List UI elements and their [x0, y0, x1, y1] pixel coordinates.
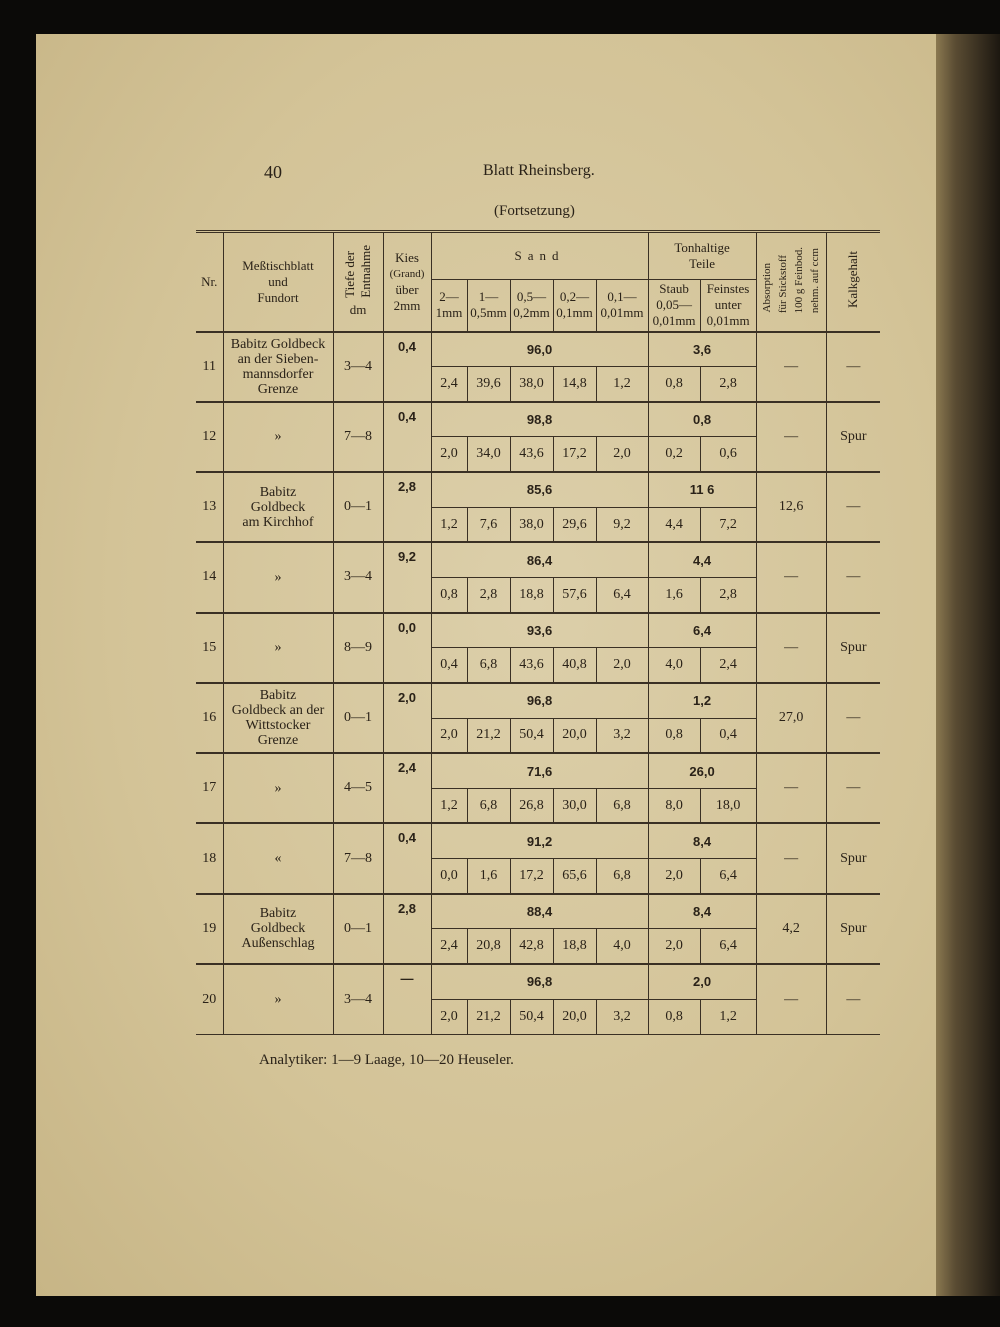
row-sand-fraction: 2,0 [596, 437, 648, 472]
row-location [223, 753, 333, 823]
row-lime: Spur [826, 823, 880, 893]
row-sand-fraction: 40,8 [553, 648, 596, 683]
row-clay-total: 6,4 [648, 613, 756, 648]
row-location-line: « [274, 851, 282, 867]
header-depth-line2: Entnahme [358, 245, 373, 299]
row-clay-total: 4,4 [648, 542, 756, 577]
row-sand-fraction: 43,6 [510, 648, 553, 683]
row-sand-total: 98,8 [431, 402, 648, 437]
row-location-line: Goldbeck an der [231, 703, 325, 719]
header-depth-unit: dm [349, 302, 367, 318]
row-depth: 0—1 [333, 894, 383, 964]
row-clay-fraction: 2,4 [700, 648, 756, 683]
row-sand-fraction: 2,0 [431, 999, 467, 1034]
row-number: 14 [196, 542, 223, 612]
row-sand-fraction: 39,6 [467, 367, 510, 402]
row-clay-total: 11 6 [648, 472, 756, 507]
row-clay-fraction: 6,4 [700, 859, 756, 894]
header-absorption-line2: für Stickstoff [777, 254, 790, 313]
row-sand-fraction: 3,2 [596, 999, 648, 1034]
row-sand-fraction: 1,2 [431, 788, 467, 823]
row-location [223, 683, 333, 753]
row-lime: — [826, 472, 880, 542]
header-gravel-line3: über [395, 281, 419, 297]
row-clay-fraction: 2,8 [700, 367, 756, 402]
row-sand-fraction: 34,0 [467, 437, 510, 472]
row-number: 19 [196, 894, 223, 964]
header-gravel [383, 232, 431, 332]
row-clay-total: 2,0 [648, 964, 756, 999]
row-sand-fraction: 20,0 [553, 718, 596, 753]
row-number: 15 [196, 613, 223, 683]
row-lime: — [826, 964, 880, 1034]
row-sand-fraction: 21,2 [467, 999, 510, 1034]
header-lime-label: Kalkgehalt [845, 251, 861, 309]
row-absorption: — [756, 542, 826, 612]
row-gravel: 2,4 [383, 753, 431, 823]
row-location-line: » [274, 992, 282, 1008]
header-clay [648, 232, 756, 280]
row-sand-fraction: 6,8 [467, 788, 510, 823]
row-absorption: — [756, 964, 826, 1034]
row-sand-fraction: 1,2 [596, 367, 648, 402]
row-sand-fraction: 50,4 [510, 999, 553, 1034]
row-clay-total: 8,4 [648, 894, 756, 929]
table-row [196, 683, 880, 718]
row-location-line: mannsdorfer [242, 366, 314, 382]
row-location [223, 613, 333, 683]
row-lime: — [826, 753, 880, 823]
row-location [223, 894, 333, 964]
row-sand-fraction: 14,8 [553, 367, 596, 402]
row-sand-fraction: 65,6 [553, 859, 596, 894]
table-row [196, 402, 880, 437]
row-sand-fraction: 9,2 [596, 507, 648, 542]
row-sand-fraction: 0,8 [431, 577, 467, 612]
table-body [196, 332, 880, 1035]
row-location-line: Wittstocker [245, 718, 311, 734]
row-sand-fraction: 17,2 [553, 437, 596, 472]
row-sand-fraction: 6,4 [596, 577, 648, 612]
row-sand-fraction: 3,2 [596, 718, 648, 753]
row-location-line: » [274, 640, 282, 656]
continuation-note: (Fortsetzung) [494, 203, 575, 219]
row-sand-fraction: 2,4 [431, 367, 467, 402]
row-clay-fraction: 8,0 [648, 788, 700, 823]
row-absorption: — [756, 402, 826, 472]
analyst-signature: Analytiker: 1—9 Laage, 10—20 Heuseler. [259, 1052, 514, 1068]
row-sand-fraction: 2,8 [467, 577, 510, 612]
row-sand-fraction: 0,4 [431, 648, 467, 683]
row-depth: 0—1 [333, 683, 383, 753]
row-sand-total: 91,2 [431, 823, 648, 858]
row-gravel: — [383, 964, 431, 1034]
row-lime: — [826, 332, 880, 402]
row-depth: 7—8 [333, 402, 383, 472]
row-sand-fraction: 18,8 [510, 577, 553, 612]
row-absorption: 27,0 [756, 683, 826, 753]
row-depth: 3—4 [333, 332, 383, 402]
row-absorption: 12,6 [756, 472, 826, 542]
header-clay-col-1: Staub 0,05— 0,01mm [648, 280, 700, 332]
row-location-line: Grenze [257, 381, 299, 397]
table-row [196, 542, 880, 577]
row-location [223, 542, 333, 612]
row-sand-fraction: 6,8 [467, 648, 510, 683]
row-lime: — [826, 542, 880, 612]
row-clay-fraction: 6,4 [700, 929, 756, 964]
row-sand-fraction: 6,8 [596, 788, 648, 823]
row-sand-fraction: 18,8 [553, 929, 596, 964]
table-row [196, 332, 880, 367]
row-sand-fraction: 43,6 [510, 437, 553, 472]
row-sand-fraction: 2,0 [596, 648, 648, 683]
row-sand-fraction: 29,6 [553, 507, 596, 542]
row-location-line: Goldbeck [250, 499, 306, 515]
row-location-line: Babitz Goldbeck [230, 336, 326, 352]
row-location-line: » [274, 569, 282, 585]
row-gravel: 2,8 [383, 894, 431, 964]
row-sand-total: 88,4 [431, 894, 648, 929]
row-lime: Spur [826, 613, 880, 683]
row-sand-fraction: 26,8 [510, 788, 553, 823]
header-sand-col-1: 2— 1mm [431, 280, 467, 332]
row-sand-fraction: 4,0 [596, 929, 648, 964]
running-head: Blatt Rheinsberg. [483, 162, 595, 179]
row-gravel: 2,8 [383, 472, 431, 542]
table-row [196, 613, 880, 648]
row-number: 17 [196, 753, 223, 823]
row-clay-total: 26,0 [648, 753, 756, 788]
row-sand-total: 85,6 [431, 472, 648, 507]
row-clay-fraction: 0,4 [700, 718, 756, 753]
row-sand-fraction: 1,6 [467, 859, 510, 894]
header-sand-col-4: 0,2— 0,1mm [553, 280, 596, 332]
table-row [196, 894, 880, 929]
row-absorption: — [756, 823, 826, 893]
row-gravel: 0,4 [383, 402, 431, 472]
header-sand-col-5: 0,1— 0,01mm [596, 280, 648, 332]
row-number: 12 [196, 402, 223, 472]
row-sand-fraction: 20,8 [467, 929, 510, 964]
row-lime: Spur [826, 402, 880, 472]
row-clay-fraction: 18,0 [700, 788, 756, 823]
header-depth-line1: Tiefe der [342, 251, 357, 299]
row-clay-fraction: 1,6 [648, 577, 700, 612]
row-gravel: 0,4 [383, 332, 431, 402]
row-gravel: 2,0 [383, 683, 431, 753]
row-sand-fraction: 2,4 [431, 929, 467, 964]
row-clay-total: 0,8 [648, 402, 756, 437]
book-binding [936, 34, 1000, 1296]
header-absorption-line4: nehm. auf ccm [809, 247, 822, 313]
row-lime: — [826, 683, 880, 753]
row-clay-fraction: 2,0 [648, 929, 700, 964]
row-location-line: Babitz [259, 688, 297, 704]
row-number: 18 [196, 823, 223, 893]
row-sand-fraction: 17,2 [510, 859, 553, 894]
row-sand-fraction: 1,2 [431, 507, 467, 542]
row-depth: 3—4 [333, 964, 383, 1034]
header-gravel-line4: 2mm [393, 297, 421, 313]
row-clay-fraction: 4,4 [648, 507, 700, 542]
row-sand-total: 96,0 [431, 332, 648, 367]
row-number: 11 [196, 332, 223, 402]
row-absorption: — [756, 332, 826, 402]
header-sand-col-3: 0,5— 0,2mm [510, 280, 553, 332]
table-row [196, 753, 880, 788]
row-sand-fraction: 30,0 [553, 788, 596, 823]
row-absorption: — [756, 753, 826, 823]
row-clay-fraction: 0,8 [648, 718, 700, 753]
table-row [196, 964, 880, 999]
row-sand-fraction: 2,0 [431, 437, 467, 472]
row-sand-fraction: 2,0 [431, 718, 467, 753]
row-absorption: 4,2 [756, 894, 826, 964]
row-sand-fraction: 42,8 [510, 929, 553, 964]
row-gravel: 0,4 [383, 823, 431, 893]
header-absorption [756, 232, 826, 332]
header-sand-label: Sand [514, 248, 565, 263]
row-location-line: Babitz [259, 906, 297, 922]
row-location-line: Grenze [257, 733, 299, 749]
row-depth: 7—8 [333, 823, 383, 893]
row-clay-total: 3,6 [648, 332, 756, 367]
header-location-line2: und [268, 273, 288, 289]
header-lime [826, 232, 880, 332]
row-gravel: 0,0 [383, 613, 431, 683]
row-absorption: — [756, 613, 826, 683]
header-sand-col-2: 1— 0,5mm [467, 280, 510, 332]
row-location [223, 402, 333, 472]
row-depth: 3—4 [333, 542, 383, 612]
row-location [223, 332, 333, 402]
row-location-line: Außenschlag [241, 936, 315, 952]
row-depth: 4—5 [333, 753, 383, 823]
table-row [196, 472, 880, 507]
row-sand-total: 93,6 [431, 613, 648, 648]
row-clay-fraction: 0,2 [648, 437, 700, 472]
row-clay-fraction: 0,8 [648, 999, 700, 1034]
row-sand-total: 86,4 [431, 542, 648, 577]
row-depth: 8—9 [333, 613, 383, 683]
row-sand-fraction: 38,0 [510, 507, 553, 542]
page-number: 40 [264, 162, 282, 182]
row-location-line: » [274, 429, 282, 445]
row-clay-total: 8,4 [648, 823, 756, 858]
header-clay-line2: Teile [689, 256, 715, 271]
row-number: 16 [196, 683, 223, 753]
row-sand-fraction: 38,0 [510, 367, 553, 402]
header-nr: Nr. [196, 232, 223, 332]
row-clay-fraction: 0,8 [648, 367, 700, 402]
row-clay-fraction: 2,0 [648, 859, 700, 894]
row-location-line: Babitz [259, 484, 297, 500]
row-clay-fraction: 4,0 [648, 648, 700, 683]
row-sand-fraction: 6,8 [596, 859, 648, 894]
row-clay-fraction: 7,2 [700, 507, 756, 542]
table-row [196, 823, 880, 858]
row-sand-fraction: 20,0 [553, 999, 596, 1034]
row-location-line: an der Sieben- [237, 351, 319, 367]
header-gravel-line1: Kies [395, 249, 419, 265]
row-sand-total: 96,8 [431, 683, 648, 718]
row-gravel: 9,2 [383, 542, 431, 612]
row-sand-fraction: 50,4 [510, 718, 553, 753]
header-absorption-line3: 100 g Feinbod. [793, 246, 806, 313]
row-sand-fraction: 0,0 [431, 859, 467, 894]
row-number: 20 [196, 964, 223, 1034]
row-location-line: » [274, 780, 282, 796]
header-location-line1: Meßtischblatt [242, 257, 314, 273]
header-depth [333, 232, 383, 332]
row-depth: 0—1 [333, 472, 383, 542]
row-location-line: am Kirchhof [242, 514, 314, 530]
row-number: 13 [196, 472, 223, 542]
row-location [223, 964, 333, 1034]
row-sand-total: 71,6 [431, 753, 648, 788]
row-clay-total: 1,2 [648, 683, 756, 718]
row-sand-fraction: 7,6 [467, 507, 510, 542]
row-clay-fraction: 2,8 [700, 577, 756, 612]
header-sand [431, 232, 648, 280]
header-absorption-line1: Absorption [761, 263, 774, 313]
soil-analysis-table [196, 230, 880, 1035]
header-clay-col-2: Feinstes unter 0,01mm [700, 280, 756, 332]
row-sand-fraction: 57,6 [553, 577, 596, 612]
header-location-line3: Fundort [257, 289, 299, 305]
row-sand-fraction: 21,2 [467, 718, 510, 753]
row-lime: Spur [826, 894, 880, 964]
row-location [223, 472, 333, 542]
row-location [223, 823, 333, 893]
row-clay-fraction: 0,6 [700, 437, 756, 472]
row-sand-total: 96,8 [431, 964, 648, 999]
row-location-line: Goldbeck [250, 921, 306, 937]
row-clay-fraction: 1,2 [700, 999, 756, 1034]
header-clay-line1: Tonhaltige [674, 240, 730, 255]
header-gravel-line2: (Grand) [389, 267, 425, 280]
header-location [223, 232, 333, 332]
